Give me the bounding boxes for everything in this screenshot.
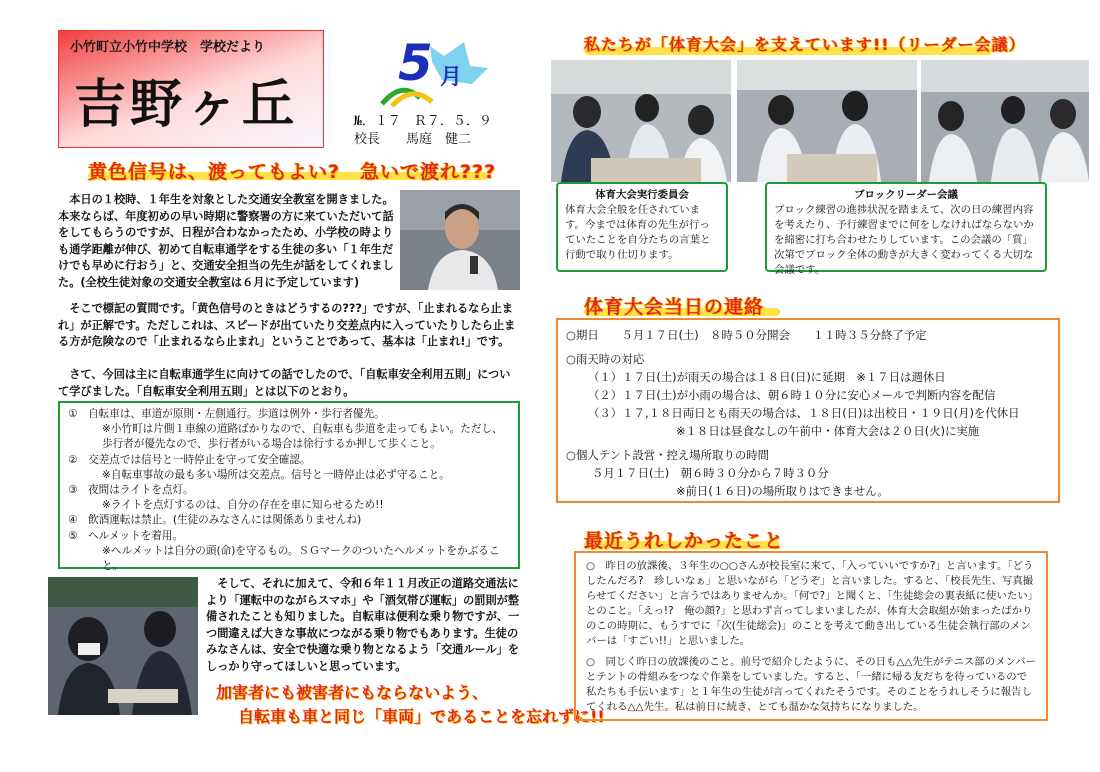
newsletter-title: 吉野ヶ丘: [74, 74, 299, 135]
committee-caption-body: 体育大会全般を任されています。今までは体育の先生が行っていたことを自分たちの言葉と行動で取り仕切ります。: [565, 204, 711, 261]
rule-1: ① 自転車は、車道が原則・左側通行。歩道は例外・歩行者優先。: [68, 408, 385, 420]
block-leader-caption-body: ブロック練習の進捗状況を踏まえて、次の日の練習内容を考えたり、予行練習までに何をしなければならないかを綿密に打ち合わせたりしています。この会議の「質」次第でブロック全体の動きが大きく変わってくる大切な会議です。: [774, 204, 1034, 276]
block-leader-meeting-photo-2: [921, 60, 1089, 182]
traffic-safety-heading: 黄色信号は、渡ってもよい? 急いで渡れ???: [88, 161, 497, 183]
rain-policy-2: （２）１７日(土)が小雨の場合は、朝６時１０分に安心メールで判断内容を配信: [588, 388, 996, 402]
block-leader-caption-title: ブロックリーダー会議: [854, 189, 958, 201]
rule-4: ④ 飲酒運転は禁止。(生徒のみなさんには関係ありませんね): [68, 514, 362, 527]
rain-policy-3: （３）１７,１８日両日とも雨天の場合は、１８日(日)は出校日・１９日(月)を代休日: [588, 406, 1020, 420]
tent-setup-note: ※前日(１６日)の場所取りはできません。: [676, 484, 889, 498]
students-class-photo: [48, 577, 198, 715]
slogan-line-2: 自転車も車と同じ「車両」であることを忘れずに!!: [238, 707, 605, 726]
slogan-line-1: 加害者にも被害者にもならないよう、: [216, 683, 489, 702]
rule-3: ③ 夜間はライトを点灯。: [68, 484, 194, 497]
rule-2-note: ※自転車事故の最も多い場所は交差点。信号と一時停止は必ず守ること。: [102, 468, 450, 481]
committee-caption-title: 体育大会実行委員会: [595, 189, 689, 201]
principal-name: 校長 馬庭 健二: [354, 132, 472, 147]
month-number: 5: [398, 34, 433, 92]
tent-setup-time: ５月１７日(土) 朝６時３０分から７時３０分: [592, 466, 829, 480]
rain-policy-note: ※１８日は昼食なしの午前中・体育大会は２０日(火)に実施: [676, 424, 980, 438]
bicycle-rules-box: [58, 401, 520, 573]
rain-policy-1: （１）１７日(土)が雨天の場合は１８日(日)に延期 ※１７日は週休日: [588, 370, 946, 384]
happy-news-heading: 最近うれしかったこと: [584, 530, 785, 552]
event-day-notice-box: [556, 318, 1060, 503]
rule-5: ⑤ ヘルメットを着用。: [68, 529, 184, 542]
rule-1-note: ※小竹町は片側１車線の道路ばかりなので、自転車も歩道を走ってもよい。ただし、歩行者が優先なので、歩行者がいる場合は徐行するか押して歩くこと。: [102, 423, 503, 451]
paragraph-1: 本日の１校時、１年生を対象とした交通安全教室を開きました。本来ならば、年度初めの早い時期に警察署の方に来ていただいて話をしてもらうのですが、日程が合わなかったため、小学校の時よりも通学距離が伸び、初めて自転車通学をする生徒の多い「１年生だけでも早めに行おう」と、交通安全担当の先生が話をしてくれました。(全校生徒対象の交通安全教室は６月に予定しています): [58, 192, 398, 292]
happy-news-item-2: ○ 同じく昨日の放課後のこと。前号で紹介したように、その日も△△先生がテニス部のメンバーとテントの骨組みをつなぐ作業をしていました。すると、「一緒に帰る友だちを待っているので私たちも手伝います」と１年生の生徒が言ってくれたそうです。そのことをうれしそうに報告してくれる△△先生。私は前日に続き、とても温かな気持ちになりました。: [586, 656, 1036, 713]
issue-number: №．１７ Ｒ７．５．９: [354, 114, 492, 129]
paragraph-3: さて、今回は主に自転車通学生に向けての話でしたので、「自転車安全利用五則」について学びました。「自転車安全利用五則」とは以下のとおり。: [58, 367, 520, 400]
happy-news-item-1: ○ 昨日の放課後、３年生の○○さんが校長室に来て、「入っていいですか?」と言います。「どうしたんだろ? 珍しいなぁ」と思いながら「どうぞ」と言いました。すると、「校長先生、写真撮らせてください」と言うではありませんか。「何で?」と聞くと、「生徒総会の裏表紙に使いたい」とのこと。「えっ!? 俺の顔?」と思わず言ってしまいましたが、体育大会取組が始まったばかりのこの時期に、もうすでに「次(生徒総会)」のことを考えて動き出している生徒会執行部のメンバーは「すごい!!」と思いました。: [586, 560, 1034, 647]
rule-5-note: ※ヘルメットは自分の頭(命)を守るもの。ＳＧマークのついたヘルメットをかぶること。: [102, 544, 500, 573]
event-date: ○期日 ５月１７日(土) ８時５０分開会 １１時３５分終了予定: [566, 328, 927, 342]
happy-news-box: [574, 551, 1048, 721]
teacher-photo: [400, 190, 520, 290]
paragraph-2: そこで標記の質問です。「黄色信号のときはどうするの???」ですが、「止まれるなら止まれ」が正解です。ただしこれは、スピードが出ていたり交差点内に入っていたりしたら止まる方が危険なので「止まれるなら止まれ」ということであって、基本は「止まれ!」です。: [58, 301, 520, 351]
rule-3-note: ※ライトを点灯するのは、自分の存在を車に知らせるため!!: [102, 499, 384, 512]
closing-paragraph: そして、それに加えて、令和６年１１月改正の道路交通法により「運転中のながらスマホ」や「酒気帯び運転」の罰則が整備されたことも知りました。自転車は便利な乗り物ですが、一つ間違えば大きな事故につながる乗り物でもあります。生徒のみなさんは、安全で快適な乗り物となるよう「交通ルール」をしっかり守ってほしいと思っています。: [206, 577, 520, 673]
block-leader-caption: [765, 182, 1047, 276]
committee-caption: [556, 182, 728, 272]
committee-meeting-photo: [551, 60, 731, 182]
block-leader-meeting-photo-1: [737, 60, 917, 182]
rule-2: ② 交差点では信号と一時停止を守って安全確認。: [68, 453, 311, 466]
tent-setup-title: ○個人テント設営・控え場所取りの時間: [566, 448, 770, 462]
event-day-notice-heading: 体育大会当日の連絡: [584, 296, 765, 318]
masthead-subtitle: 小竹町立小竹中学校 学校だより: [70, 40, 266, 55]
month-label: 月: [440, 65, 463, 90]
sports-festival-leaders-heading: 私たちが「体育大会」を支えています!!（リーダー会議）: [584, 35, 1026, 54]
rain-policy-title: ○雨天時の対応: [566, 352, 645, 366]
